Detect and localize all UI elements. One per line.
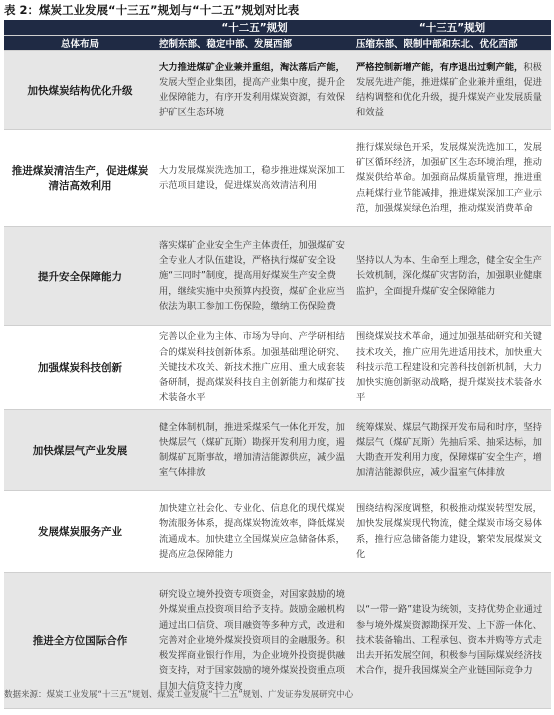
row-layout: 发展煤炭服务产业: [4, 491, 156, 573]
table-row: [4, 326, 551, 410]
row-plan13-text: 积极发展先进产能，推进煤矿企业兼并重组，促进结构调整和优化升级，提升煤炭产业发展质量和效益: [356, 61, 542, 119]
row-layout: 加强煤炭科技创新: [4, 326, 156, 410]
row-plan13-emphasis: 严格控制新增产能，有序退出过剩产能，: [356, 61, 524, 73]
header-plan12-sub: 控制东部、稳定中部、发展西部: [156, 36, 353, 51]
row-layout: 加快煤层气产业发展: [4, 410, 156, 491]
row-plan12: 健全体制机制，推进采煤采气一体化开发，加快煤层气（煤矿瓦斯）勘探开发利用力度，遏制煤矿瓦斯事故，增加清洁能源供应，减少温室气体排放: [156, 410, 353, 491]
row-layout: 加快煤炭结构优化升级: [4, 51, 156, 130]
header-plan12: “十二五”规划: [156, 20, 353, 36]
table-row: [4, 130, 551, 227]
table-row: [4, 410, 551, 491]
row-plan12: 研究设立境外投资专项资金，对国家鼓励的境外煤炭重点投资项目给予支持。鼓励金融机构通过出口信贷、项目融资等多种方式，改进和完善对企业境外煤炭投资项目的金融服务。积极发挥商业银行作用，为企业境外投资提供融资支持，对于国家鼓励的境外煤炭投资重点项目加大信贷支持力度: [156, 573, 353, 709]
row-layout: 推进煤炭清洁生产，促进煤炭清洁高效利用: [4, 130, 156, 227]
source-note: 数据来源：煤炭工业发展“十三五”规划、煤炭工业发展“十二五”规划、广发证券发展研究中心: [4, 690, 354, 700]
row-plan13: 以“一带一路”建设为统领，支持优势企业通过参与境外煤炭资源勘探开发、上下游一体化、技术装备输出、工程承包、资本并购等方式走出去开拓发展空间，积极参与国际煤炭经济技术合作，提升我国煤炭全产业链国际竞争力: [353, 573, 551, 709]
header-layout-blank: [4, 20, 156, 36]
table-row: [4, 51, 551, 130]
row-plan12: [156, 51, 353, 130]
row-plan12: 加快建立社会化、专业化、信息化的现代煤炭物流服务体系，提高煤炭物流效率，降低煤炭流通成本。加快建立全国煤炭应急储备体系，提高应急保障能力: [156, 491, 353, 573]
header-plan13: “十三五”规划: [353, 20, 551, 36]
row-plan12: 完善以企业为主体、市场为导向、产学研相结合的煤炭科技创新体系。加强基础理论研究、关键技术攻关、新技术推广应用、重大成套装备研制，提高煤炭科技自主创新能力和煤矿技术装备水平: [156, 326, 353, 410]
row-plan13: 推行煤炭绿色开采，发展煤炭洗选加工，发展矿区循环经济，加强矿区生态环境治理，推动煤炭供给革命。加强商品煤质量管理，推进重点耗煤行业节能减排，推进煤炭深加工产业示范，加强煤炭绿色治理，推动煤炭消费革命: [353, 130, 551, 227]
row-plan13: [353, 51, 551, 130]
table-row: [4, 227, 551, 326]
table-row: [4, 491, 551, 573]
row-layout: 提升安全保障能力: [4, 227, 156, 326]
row-plan13: 坚持以人为本、生命至上理念，健全安全生产长效机制，深化煤矿灾害防治，加强职业健康监护，全面提升煤矿安全保障能力: [353, 227, 551, 326]
row-plan12: 大力发展煤炭洗选加工，稳步推进煤炭深加工示范项目建设，促进煤炭高效清洁利用: [156, 130, 353, 227]
header-row-2: [4, 36, 551, 51]
comparison-table: [4, 20, 551, 709]
header-row-1: [4, 20, 551, 36]
row-plan12: 落实煤矿企业安全生产主体责任，加强煤矿安全专业人才队伍建设，严格执行煤矿安全设施“三同时”制度，提高用好煤炭生产安全费用，继续实施中央预算内投资，煤矿企业应当依法为职工参加工伤保险，缴纳工伤保险费: [156, 227, 353, 326]
row-plan13: 围绕结构深度调整，积极推动煤炭转型发展，加快发展煤炭现代物流，健全煤炭市场交易体系，推行应急储备能力建设，繁荣发展煤炭文化: [353, 491, 551, 573]
row-layout: 推进全方位国际合作: [4, 573, 156, 709]
row-plan12-emphasis: 大力推进煤矿企业兼并重组，淘汰落后产能，: [159, 61, 345, 73]
header-plan13-sub: 压缩东部、限制中部和东北、优化西部: [353, 36, 551, 51]
row-plan13: 围绕煤炭技术革命，通过加强基础研究和关键技术攻关，推广应用先进适用技术，加快重大科技示范工程建设和完善科技创新机制，大力加快实施创新驱动战略，提升煤炭技术装备水平: [353, 326, 551, 410]
row-plan13: 统筹煤炭、煤层气勘探开发布局和时序，坚持煤层气（煤矿瓦斯）先抽后采、抽采达标，加大勘查开发利用力度，保障煤矿安全生产，增加清洁能源供应，减少温室气体排放: [353, 410, 551, 491]
row-plan12-text: 发展大型企业集团，提高产业集中度，提升企业保障能力，有序开发利用煤炭资源，有效保护矿区生态环境: [159, 76, 345, 119]
header-layout: 总体布局: [4, 36, 156, 51]
table-title: 表 2：煤炭工业发展“十三五”规划与“十二五”规划对比表: [4, 3, 300, 17]
